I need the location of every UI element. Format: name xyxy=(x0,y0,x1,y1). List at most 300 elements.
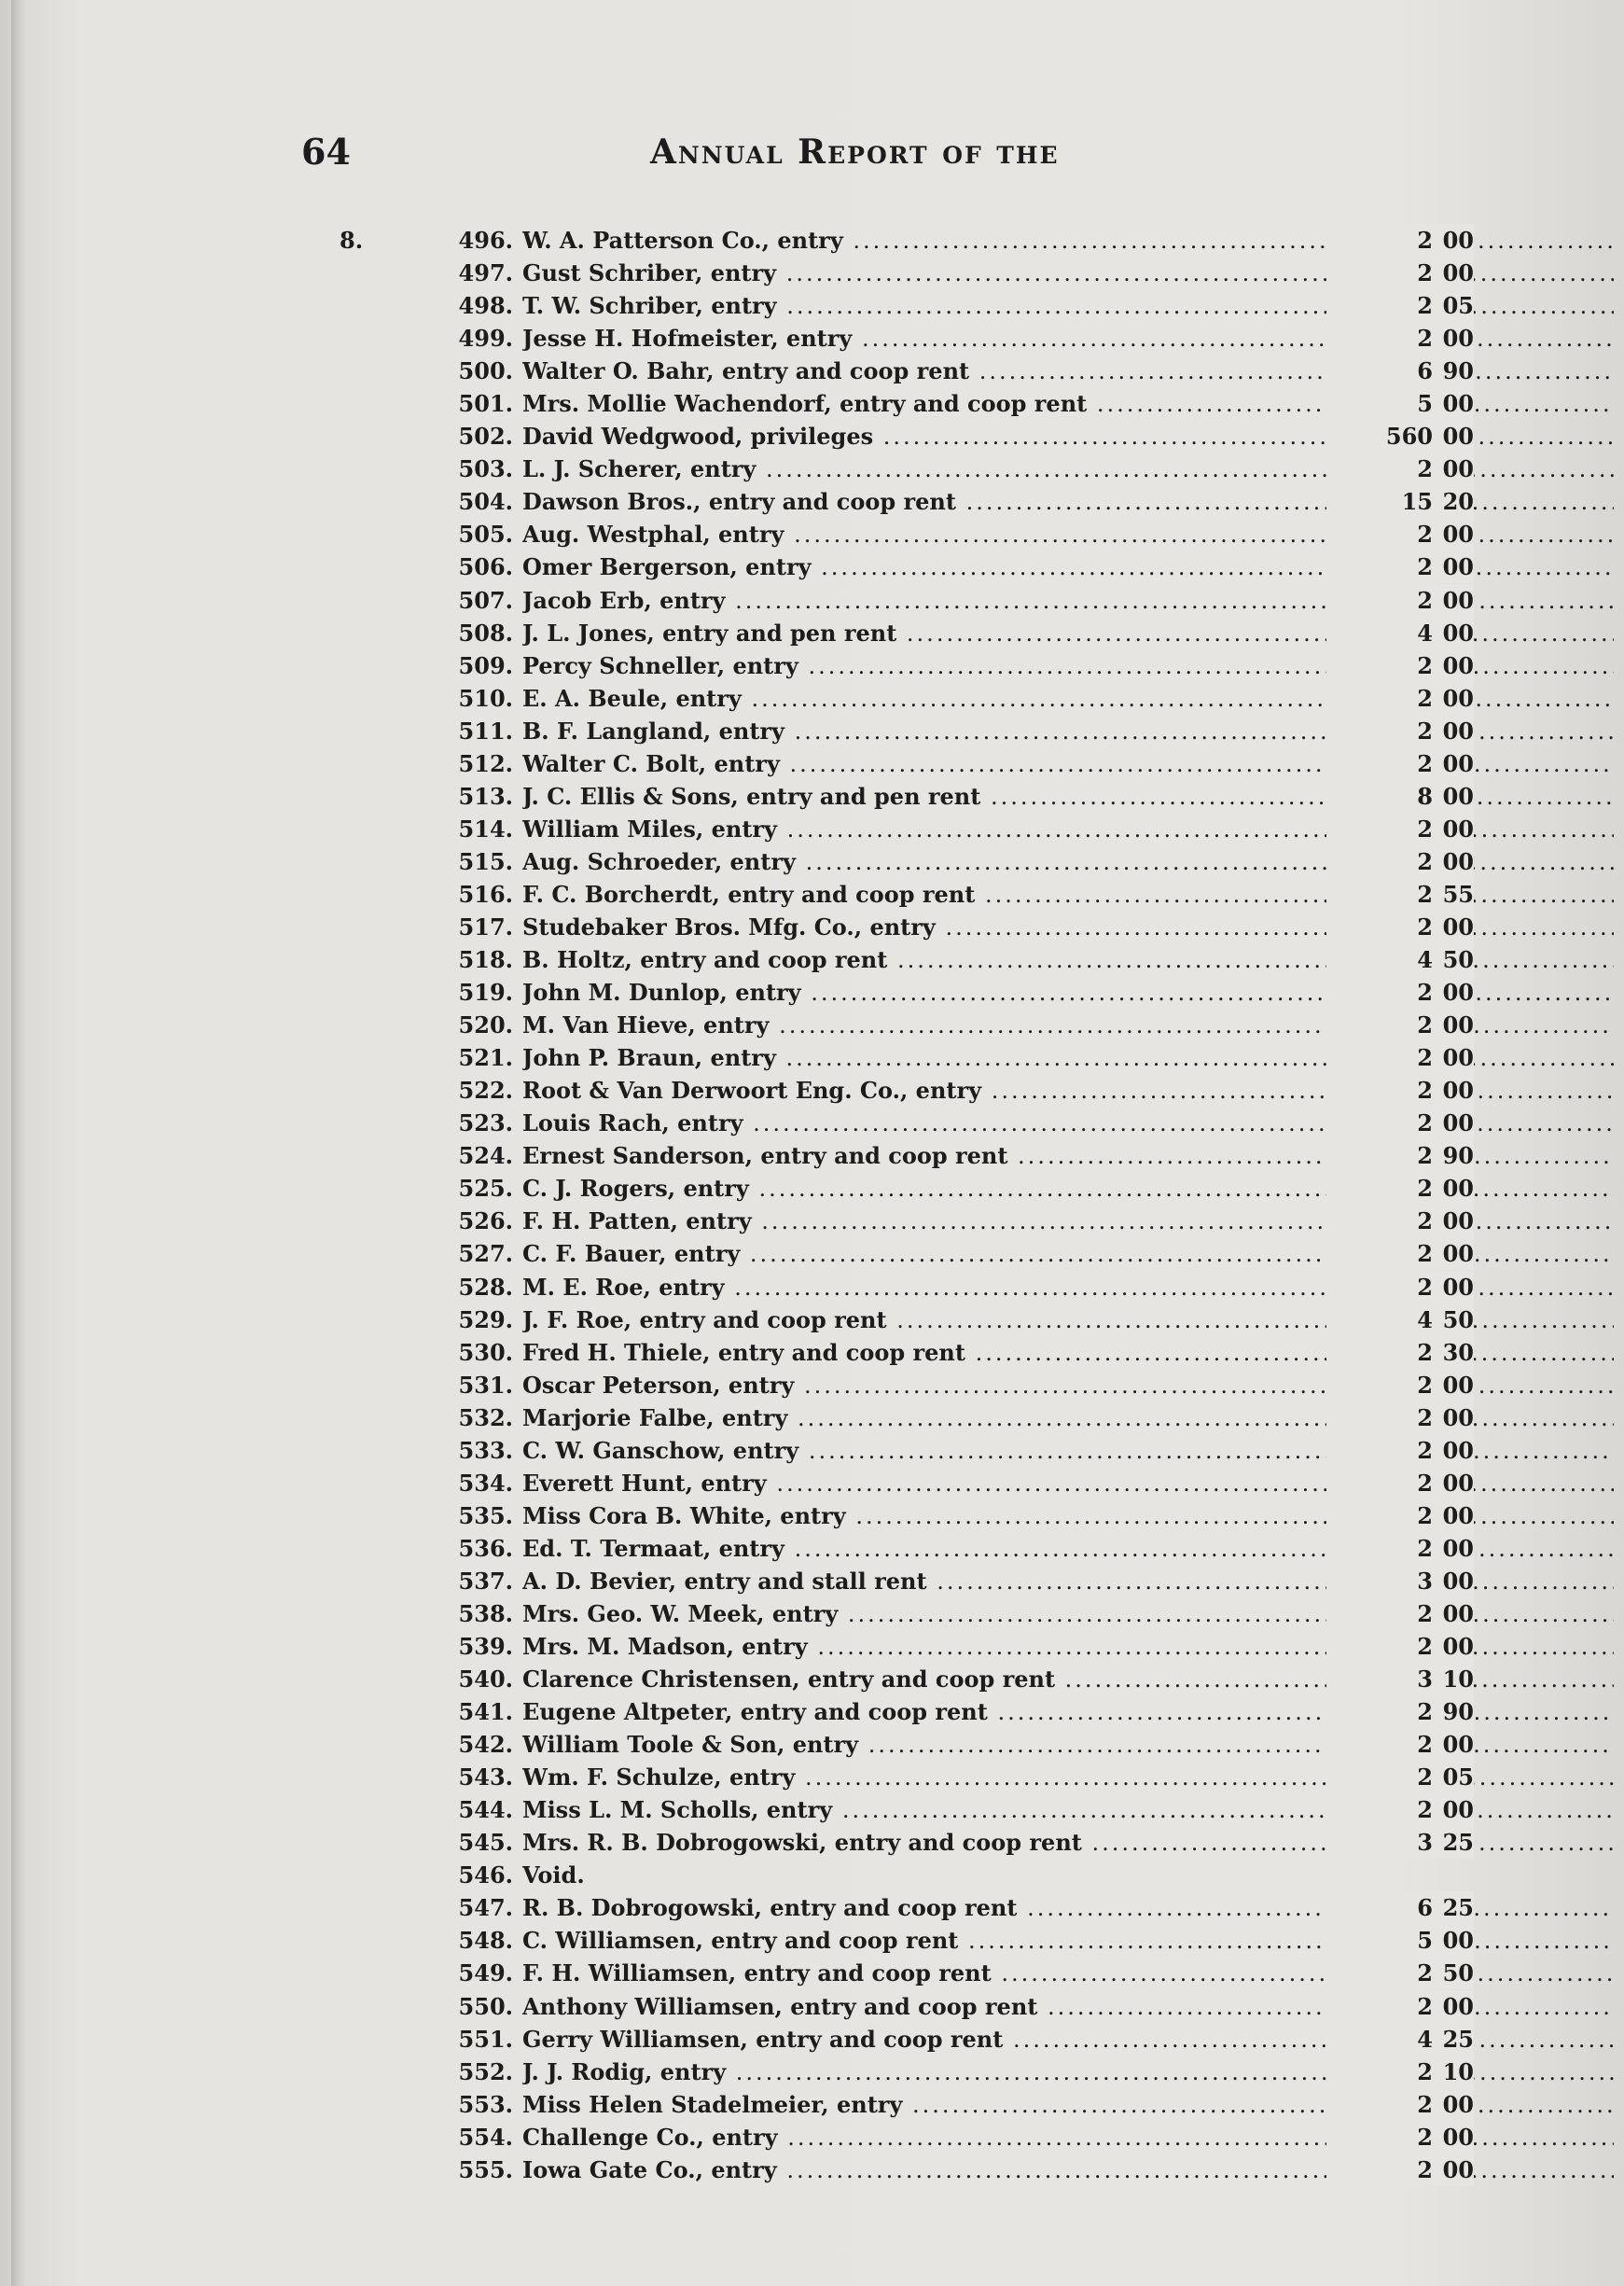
entry-description: Void. xyxy=(522,1861,585,1889)
amount-dollars: 4 xyxy=(1417,1305,1433,1333)
amount-cents: 00 xyxy=(1442,1927,1474,1955)
amount-cents: 00 xyxy=(1442,749,1474,777)
receipts-ledger xyxy=(326,224,1474,2186)
amount-dollars: 2 xyxy=(1417,1240,1433,1268)
page-binding-edge xyxy=(11,0,26,2286)
entry-description: Jesse H. Hofmeister, entry ..... xyxy=(522,322,1614,355)
ledger-row xyxy=(326,1728,1474,1761)
amount-dollars: 2 xyxy=(1417,1175,1433,1203)
entry-description: Walter C. Bolt, entry ..... xyxy=(522,747,1614,781)
receipt-number: 552. xyxy=(458,2057,513,2085)
receipt-number: 515. xyxy=(458,847,513,875)
receipt-number: 551. xyxy=(458,2025,513,2053)
entry-description: Wm. F. Schulze, entry ..... xyxy=(522,1761,1614,1794)
receipt-number: 509. xyxy=(458,651,513,679)
entry-description: David Wedgwood, privileges ..... xyxy=(522,420,1614,453)
amount-cents: 50 xyxy=(1442,1305,1474,1333)
receipt-number: 497. xyxy=(458,259,513,287)
ledger-row xyxy=(326,715,1474,747)
amount-dollars: 2 xyxy=(1417,815,1433,843)
receipt-number: 536. xyxy=(458,1534,513,1562)
amount-cents: 00 xyxy=(1442,619,1474,647)
amount-dollars: 2 xyxy=(1417,1403,1433,1431)
entry-description: M. Van Hieve, entry ..... xyxy=(522,1009,1614,1042)
entry-amount xyxy=(1326,1139,1474,1172)
amount-cents: 05 xyxy=(1442,1763,1474,1791)
amount-dollars: 2 xyxy=(1417,292,1433,320)
entry-amount xyxy=(1326,1565,1474,1597)
ledger-row xyxy=(326,943,1474,976)
amount-dollars: 2 xyxy=(1417,717,1433,745)
ledger-row xyxy=(326,813,1474,845)
entry-description: Studebaker Bros. Mfg. Co., entry ..... xyxy=(522,911,1614,944)
amount-dollars: 2 xyxy=(1417,1731,1433,1759)
ledger-row xyxy=(326,485,1474,518)
entry-amount xyxy=(1326,649,1474,682)
entry-description: Fred H. Thiele, entry and coop rent ..... xyxy=(522,1336,1614,1370)
amount-cents: 00 xyxy=(1442,1731,1474,1759)
receipt-number: 529. xyxy=(458,1305,513,1333)
amount-cents: 00 xyxy=(1442,390,1474,418)
entry-description: J. F. Roe, entry and coop rent ..... xyxy=(522,1303,1614,1337)
ledger-row xyxy=(326,420,1474,453)
entry-amount xyxy=(1326,1009,1474,1041)
entry-amount xyxy=(1326,1761,1474,1793)
entry-description: Ernest Sanderson, entry and coop rent ..... xyxy=(522,1139,1614,1173)
amount-dollars: 2 xyxy=(1417,1077,1433,1105)
entry-amount xyxy=(1326,1467,1474,1499)
entry-amount xyxy=(1326,1532,1474,1565)
amount-dollars: 2 xyxy=(1417,684,1433,712)
entry-amount xyxy=(1326,485,1474,518)
amount-cents: 00 xyxy=(1442,1273,1474,1301)
amount-cents: 25 xyxy=(1442,1894,1474,1922)
entry-description: C. Williamsen, entry and coop rent ..... xyxy=(522,1924,1614,1958)
ledger-row xyxy=(326,2088,1474,2121)
amount-cents: 00 xyxy=(1442,586,1474,614)
amount-dollars: 2 xyxy=(1417,1011,1433,1039)
amount-cents: 00 xyxy=(1442,2123,1474,2151)
entry-description: L. J. Scherer, entry ..... xyxy=(522,453,1614,486)
receipt-number: 540. xyxy=(458,1666,513,1694)
amount-cents: 00 xyxy=(1442,2090,1474,2118)
amount-dollars: 2 xyxy=(1417,227,1433,254)
entry-amount xyxy=(1326,420,1474,453)
amount-cents: 00 xyxy=(1442,1403,1474,1431)
entry-description: Mrs. M. Madson, entry ..... xyxy=(522,1630,1614,1664)
amount-dollars: 2 xyxy=(1417,553,1433,581)
ledger-row xyxy=(326,1205,1474,1237)
entry-description: Omer Bergerson, entry ..... xyxy=(522,551,1614,584)
ledger-row xyxy=(326,1532,1474,1565)
amount-cents: 00 xyxy=(1442,2155,1474,2183)
amount-cents: 00 xyxy=(1442,521,1474,549)
entry-description: Miss Helen Stadelmeier, entry ..... xyxy=(522,2088,1614,2122)
receipt-number: 533. xyxy=(458,1436,513,1464)
amount-dollars: 2 xyxy=(1417,1338,1433,1366)
receipt-number: 535. xyxy=(458,1501,513,1529)
ledger-row xyxy=(326,224,1474,257)
entry-amount xyxy=(1326,453,1474,485)
receipt-number: 534. xyxy=(458,1469,513,1497)
ledger-row xyxy=(326,911,1474,943)
receipt-number: 544. xyxy=(458,1796,513,1824)
entry-description: B. Holtz, entry and coop rent ..... xyxy=(522,943,1614,977)
entry-amount xyxy=(1326,1074,1474,1107)
ledger-row xyxy=(326,878,1474,911)
entry-description: Marjorie Falbe, entry ..... xyxy=(522,1401,1614,1435)
entry-description: F. H. Patten, entry ..... xyxy=(522,1205,1614,1238)
entry-description: M. E. Roe, entry ..... xyxy=(522,1271,1614,1304)
entry-amount xyxy=(1326,322,1474,355)
ledger-row xyxy=(326,2121,1474,2154)
ledger-row xyxy=(326,355,1474,387)
amount-dollars: 2 xyxy=(1417,1534,1433,1562)
entry-amount xyxy=(1326,1924,1474,1957)
entry-description: William Toole & Son, entry ..... xyxy=(522,1728,1614,1762)
receipt-number: 541. xyxy=(458,1698,513,1726)
ledger-row xyxy=(326,1369,1474,1401)
receipt-number: 526. xyxy=(458,1207,513,1235)
amount-cents: 50 xyxy=(1442,1959,1474,1987)
receipt-number: 546. xyxy=(458,1861,513,1889)
amount-dollars: 2 xyxy=(1417,1207,1433,1235)
amount-dollars: 2 xyxy=(1417,325,1433,353)
entry-amount xyxy=(1326,387,1474,420)
amount-dollars: 2 xyxy=(1417,1044,1433,1072)
month-label: 8. xyxy=(340,227,364,254)
ledger-row xyxy=(326,453,1474,485)
amount-dollars: 8 xyxy=(1417,782,1433,810)
entry-amount xyxy=(1326,1826,1474,1859)
amount-cents: 00 xyxy=(1442,979,1474,1007)
receipt-number: 538. xyxy=(458,1599,513,1627)
entry-amount xyxy=(1326,1434,1474,1467)
amount-cents: 00 xyxy=(1442,1567,1474,1595)
entry-description: Clarence Christensen, entry and coop rent ..... xyxy=(522,1663,1614,1696)
ledger-row xyxy=(326,584,1474,617)
receipt-number: 550. xyxy=(458,1992,513,2020)
amount-dollars: 4 xyxy=(1417,946,1433,974)
entry-description: E. A. Beule, entry ..... xyxy=(522,682,1614,716)
ledger-row xyxy=(326,1499,1474,1532)
receipt-number: 549. xyxy=(458,1959,513,1987)
ledger-row xyxy=(326,649,1474,682)
amount-cents: 90 xyxy=(1442,1698,1474,1726)
entry-amount xyxy=(1326,845,1474,878)
receipt-number: 539. xyxy=(458,1633,513,1661)
amount-dollars: 2 xyxy=(1417,2057,1433,2085)
entry-amount xyxy=(1326,1957,1474,1989)
receipt-number: 506. xyxy=(458,553,513,581)
entry-amount xyxy=(1326,1990,1474,2023)
entry-amount xyxy=(1326,780,1474,813)
entry-description: Walter O. Bahr, entry and coop rent ..... xyxy=(522,355,1614,388)
ledger-row xyxy=(326,682,1474,715)
entry-description: R. B. Dobrogowski, entry and coop rent ..... xyxy=(522,1891,1614,1925)
amount-cents: 00 xyxy=(1442,684,1474,712)
receipt-number: 507. xyxy=(458,586,513,614)
receipt-number: 537. xyxy=(458,1567,513,1595)
receipt-number: 524. xyxy=(458,1142,513,1170)
amount-dollars: 2 xyxy=(1417,586,1433,614)
receipt-number: 542. xyxy=(458,1731,513,1759)
entry-amount xyxy=(1326,1728,1474,1761)
ledger-row xyxy=(326,747,1474,780)
amount-dollars: 560 xyxy=(1385,423,1433,451)
entry-description: Oscar Peterson, entry ..... xyxy=(522,1369,1614,1402)
entry-amount xyxy=(1326,911,1474,943)
entry-description: William Miles, entry ..... xyxy=(522,813,1614,846)
receipt-number: 555. xyxy=(458,2155,513,2183)
entry-amount xyxy=(1326,1303,1474,1336)
entry-description: Aug. Schroeder, entry ..... xyxy=(522,845,1614,879)
receipt-number: 547. xyxy=(458,1894,513,1922)
entry-amount xyxy=(1326,289,1474,322)
amount-cents: 00 xyxy=(1442,717,1474,745)
entry-amount xyxy=(1326,878,1474,911)
ledger-row xyxy=(326,1957,1474,1989)
ledger-row xyxy=(326,1434,1474,1467)
entry-amount xyxy=(1326,551,1474,583)
entry-amount xyxy=(1326,518,1474,551)
amount-dollars: 3 xyxy=(1417,1567,1433,1595)
entry-description: Mrs. Mollie Wachendorf, entry and coop rent ..... xyxy=(522,387,1614,421)
receipt-number: 510. xyxy=(458,684,513,712)
entry-amount xyxy=(1326,682,1474,715)
entry-description: Miss Cora B. White, entry ..... xyxy=(522,1499,1614,1533)
receipt-number: 516. xyxy=(458,880,513,908)
ledger-row xyxy=(326,1303,1474,1336)
ledger-row xyxy=(326,1859,1464,1891)
amount-cents: 00 xyxy=(1442,1796,1474,1824)
amount-cents: 00 xyxy=(1442,1436,1474,1464)
ledger-row xyxy=(326,1074,1474,1107)
ledger-row xyxy=(326,289,1474,322)
entry-amount xyxy=(1326,1172,1474,1205)
amount-cents: 00 xyxy=(1442,651,1474,679)
entry-description: C. J. Rogers, entry ..... xyxy=(522,1172,1614,1206)
entry-description: Aug. Westphal, entry ..... xyxy=(522,518,1614,551)
amount-cents: 00 xyxy=(1442,1077,1474,1105)
amount-cents: 90 xyxy=(1442,1142,1474,1170)
ledger-row xyxy=(326,845,1474,878)
entry-description: F. C. Borcherdt, entry and coop rent ..... xyxy=(522,878,1614,912)
ledger-row xyxy=(326,1237,1474,1270)
entry-description: Root & Van Derwoort Eng. Co., entry ..... xyxy=(522,1074,1614,1108)
receipt-number: 505. xyxy=(458,521,513,549)
ledger-row xyxy=(326,1630,1474,1663)
receipt-number: 518. xyxy=(458,946,513,974)
ledger-row xyxy=(326,1990,1474,2023)
entry-amount xyxy=(1326,2121,1474,2154)
amount-cents: 00 xyxy=(1442,847,1474,875)
ledger-row xyxy=(326,1172,1474,1205)
entry-description: C. F. Bauer, entry ..... xyxy=(522,1237,1614,1271)
ledger-row xyxy=(326,387,1474,420)
entry-description: W. A. Patterson Co., entry ..... xyxy=(522,224,1614,258)
amount-cents: 00 xyxy=(1442,815,1474,843)
entry-description: John M. Dunlop, entry ..... xyxy=(522,976,1614,1010)
ledger-row xyxy=(326,1401,1474,1434)
ledger-row xyxy=(326,1336,1474,1369)
entry-amount xyxy=(1326,617,1474,649)
ledger-row xyxy=(326,1597,1474,1630)
entry-amount xyxy=(1326,1237,1474,1270)
receipt-number: 531. xyxy=(458,1371,513,1399)
receipt-number: 523. xyxy=(458,1109,513,1137)
amount-dollars: 2 xyxy=(1417,979,1433,1007)
amount-cents: 00 xyxy=(1442,1633,1474,1661)
entry-description: Challenge Co., entry ..... xyxy=(522,2121,1614,2154)
entry-description: Gust Schriber, entry ..... xyxy=(522,257,1614,290)
receipt-number: 528. xyxy=(458,1273,513,1301)
receipt-number: 498. xyxy=(458,292,513,320)
amount-dollars: 2 xyxy=(1417,1698,1433,1726)
amount-cents: 90 xyxy=(1442,357,1474,385)
ledger-row xyxy=(326,1924,1474,1957)
entry-amount xyxy=(1326,257,1474,289)
amount-dollars: 2 xyxy=(1417,1142,1433,1170)
amount-dollars: 2 xyxy=(1417,880,1433,908)
receipt-number: 532. xyxy=(458,1403,513,1431)
receipt-number: 502. xyxy=(458,423,513,451)
receipt-number: 520. xyxy=(458,1011,513,1039)
amount-dollars: 2 xyxy=(1417,847,1433,875)
receipt-number: 519. xyxy=(458,979,513,1007)
amount-dollars: 2 xyxy=(1417,521,1433,549)
amount-cents: 00 xyxy=(1442,913,1474,941)
entry-amount xyxy=(1326,2023,1474,2056)
amount-cents: 30 xyxy=(1442,1338,1474,1366)
amount-dollars: 2 xyxy=(1417,2155,1433,2183)
entry-amount xyxy=(1326,1663,1474,1695)
ledger-row xyxy=(326,780,1474,813)
entry-description: Miss L. M. Scholls, entry ..... xyxy=(522,1793,1614,1827)
amount-cents: 00 xyxy=(1442,1240,1474,1268)
entry-amount xyxy=(1326,1041,1474,1074)
ledger-row xyxy=(326,518,1474,551)
receipt-number: 513. xyxy=(458,782,513,810)
entry-amount xyxy=(1326,1499,1474,1532)
amount-cents: 00 xyxy=(1442,455,1474,483)
receipt-number: 527. xyxy=(458,1240,513,1268)
entry-description: A. D. Bevier, entry and stall rent ..... xyxy=(522,1565,1614,1598)
entry-amount xyxy=(1326,584,1474,617)
entry-description: Everett Hunt, entry ..... xyxy=(522,1467,1614,1500)
ledger-row xyxy=(326,1467,1474,1499)
entry-amount xyxy=(1326,2088,1474,2121)
ledger-row xyxy=(326,1139,1474,1172)
amount-cents: 00 xyxy=(1442,325,1474,353)
amount-dollars: 2 xyxy=(1417,1501,1433,1529)
amount-cents: 10 xyxy=(1442,2057,1474,2085)
receipt-number: 512. xyxy=(458,749,513,777)
ledger-row xyxy=(326,976,1474,1009)
receipt-number: 548. xyxy=(458,1927,513,1955)
amount-cents: 00 xyxy=(1442,1109,1474,1137)
entry-description: Iowa Gate Co., entry ..... xyxy=(522,2154,1614,2187)
amount-cents: 00 xyxy=(1442,1599,1474,1627)
receipt-number: 508. xyxy=(458,619,513,647)
entry-description: C. W. Ganschow, entry ..... xyxy=(522,1434,1614,1468)
ledger-row xyxy=(326,2056,1474,2088)
amount-cents: 00 xyxy=(1442,1175,1474,1203)
ledger-row xyxy=(326,551,1474,583)
amount-dollars: 2 xyxy=(1417,1109,1433,1137)
receipt-number: 554. xyxy=(458,2123,513,2151)
amount-cents: 20 xyxy=(1442,488,1474,516)
receipt-number: 543. xyxy=(458,1763,513,1791)
amount-dollars: 3 xyxy=(1417,1829,1433,1857)
receipt-number: 500. xyxy=(458,357,513,385)
ledger-row xyxy=(326,1107,1474,1139)
receipt-number: 521. xyxy=(458,1044,513,1072)
entry-amount xyxy=(1326,1630,1474,1663)
amount-cents: 00 xyxy=(1442,553,1474,581)
running-head: Annual Report of the xyxy=(650,132,1060,172)
amount-dollars: 2 xyxy=(1417,455,1433,483)
amount-cents: 05 xyxy=(1442,292,1474,320)
amount-cents: 25 xyxy=(1442,1829,1474,1857)
amount-dollars: 2 xyxy=(1417,1763,1433,1791)
ledger-row xyxy=(326,2023,1474,2056)
amount-dollars: 6 xyxy=(1417,1894,1433,1922)
entry-description: T. W. Schriber, entry ..... xyxy=(522,289,1614,323)
ledger-row xyxy=(326,617,1474,649)
ledger-row xyxy=(326,1041,1474,1074)
amount-cents: 25 xyxy=(1442,2025,1474,2053)
amount-cents: 50 xyxy=(1442,946,1474,974)
amount-dollars: 2 xyxy=(1417,913,1433,941)
receipt-number: 517. xyxy=(458,913,513,941)
entry-amount xyxy=(1326,976,1474,1009)
amount-dollars: 15 xyxy=(1401,488,1433,516)
entry-amount xyxy=(1326,943,1474,976)
amount-dollars: 2 xyxy=(1417,1371,1433,1399)
amount-dollars: 2 xyxy=(1417,1599,1433,1627)
entry-amount xyxy=(1326,2056,1474,2088)
amount-dollars: 2 xyxy=(1417,1992,1433,2020)
amount-dollars: 5 xyxy=(1417,390,1433,418)
amount-dollars: 2 xyxy=(1417,1469,1433,1497)
amount-cents: 00 xyxy=(1442,1207,1474,1235)
amount-cents: 00 xyxy=(1442,423,1474,451)
amount-cents: 00 xyxy=(1442,1469,1474,1497)
ledger-row xyxy=(326,1271,1474,1303)
entry-amount xyxy=(1326,1401,1474,1434)
entry-amount xyxy=(1326,1793,1474,1826)
amount-cents: 00 xyxy=(1442,1371,1474,1399)
ledger-row xyxy=(326,1793,1474,1826)
receipt-number: 511. xyxy=(458,717,513,745)
entry-description: Anthony Williamsen, entry and coop rent ..... xyxy=(522,1990,1614,2024)
entry-amount xyxy=(1326,1859,1474,1891)
amount-cents: 00 xyxy=(1442,1044,1474,1072)
amount-dollars: 2 xyxy=(1417,1436,1433,1464)
ledger-row xyxy=(326,1663,1474,1695)
entry-amount xyxy=(1326,1107,1474,1139)
entry-amount xyxy=(1326,1597,1474,1630)
receipt-number: 496. xyxy=(458,227,513,254)
ledger-row xyxy=(326,1826,1474,1859)
receipt-number: 514. xyxy=(458,815,513,843)
receipt-number: 530. xyxy=(458,1338,513,1366)
ledger-row xyxy=(326,1761,1474,1793)
amount-cents: 00 xyxy=(1442,1501,1474,1529)
ledger-row xyxy=(326,1565,1474,1597)
amount-cents: 00 xyxy=(1442,1992,1474,2020)
